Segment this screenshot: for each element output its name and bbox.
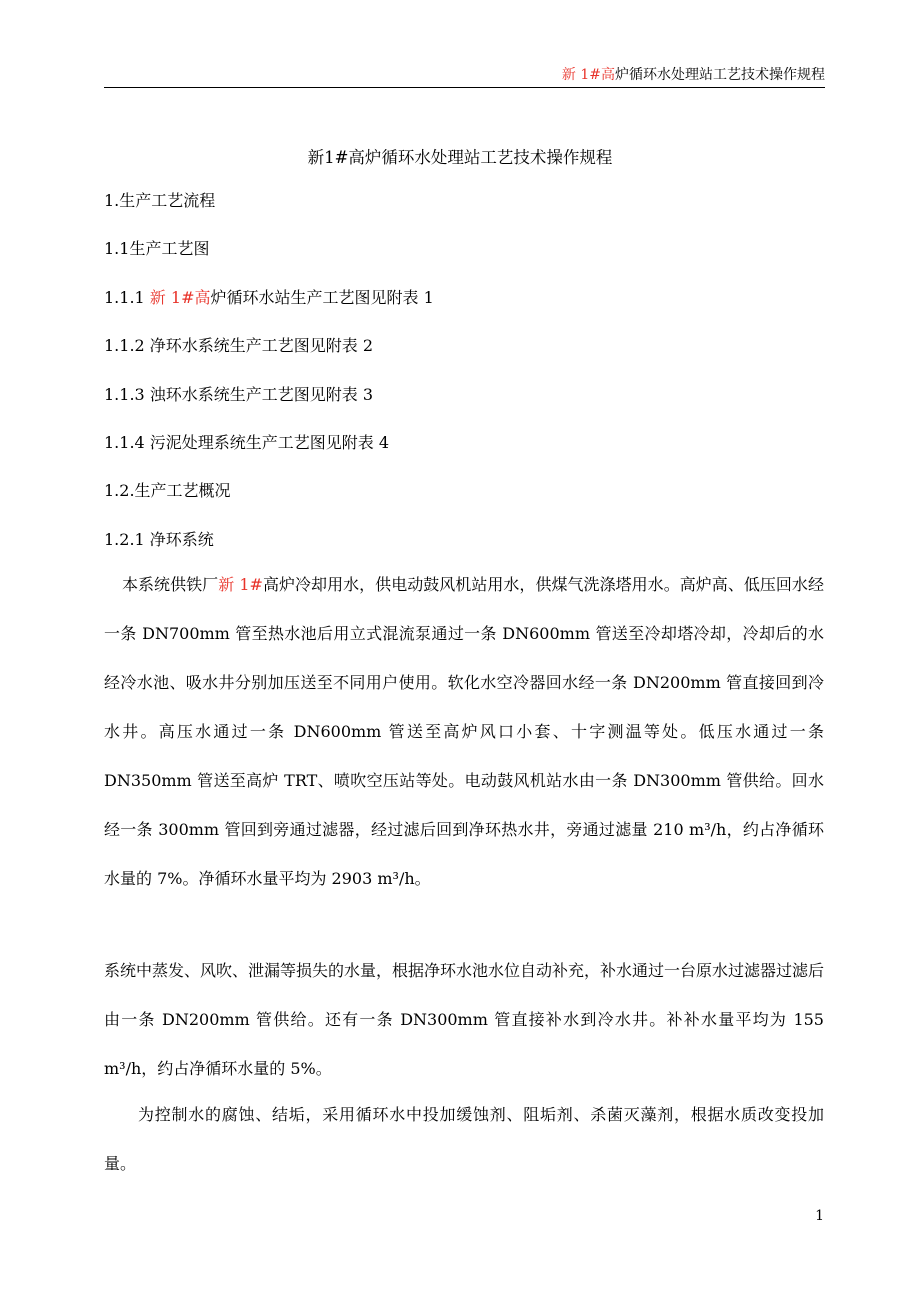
paragraph-net-system [104, 560, 824, 903]
heading-1-1-1 [104, 285, 434, 308]
heading-1-2: 1.2.生产工艺概况 [104, 481, 231, 500]
paragraph-1-pre: 本系统供铁厂 [122, 575, 219, 594]
heading-1-1-2: 1.1.2 净环水系统生产工艺图见附表 2 [104, 336, 374, 355]
header-rule [104, 87, 825, 88]
paragraph-corrosion-control: 为控制水的腐蚀、结垢，采用循环水中投加缓蚀剂、阻垢剂、杀菌灭藻剂，根据水质改变投加量。 [104, 1105, 824, 1173]
heading-1-2-1: 1.2.1 净环系统 [104, 530, 214, 549]
heading-1-1-1-text: 炉循环水站生产工艺图见附表 1 [210, 288, 434, 307]
document-title: 新1#高炉循环水处理站工艺技术操作规程 [307, 148, 613, 167]
heading-1: 1.生产工艺流程 [104, 191, 216, 210]
page-number: 1 [815, 1208, 824, 1224]
header-text: 炉循环水处理站工艺技术操作规程 [615, 67, 825, 83]
paragraph-1-post: 高炉冷却用水，供电动鼓风机站用水，供煤气洗涤塔用水。高炉高、低压回水经一条 DN700mm 管至热水池后用立式混流泵通过一条 DN600mm 管送至冷却塔冷却，冷却后的水经冷水池、吸水井分别加压送至不同用户使用。软化水空冷器回水经一条 DN200mm 管直接回到冷水井。高压水通过一条 DN600mm 管送至高炉风口小套、十字测温等处。低压水通过一条 DN350mm 管送至高炉 TRT、喷吹空压站等处。电动鼓风机站水由一条 DN300mm 管供给。回水经一条 300mm 管回到旁通过滤器，经过滤后回到净环热水井，旁通过滤量 210 m³/h，约占净循环水量的 7%。净循环水量平均为 2903 m³/h。 [104, 575, 824, 888]
paragraph-1-red: 新 1# [218, 575, 263, 594]
heading-1-1-1-red: 新 1#高 [149, 288, 211, 307]
heading-1-1-3: 1.1.3 浊环水系统生产工艺图见附表 3 [104, 385, 374, 404]
running-header [562, 66, 825, 84]
paragraph-makeup-water: 系统中蒸发、风吹、泄漏等损失的水量，根据净环水池水位自动补充，补水通过一台原水过滤器过滤后由一条 DN200mm 管供给。还有一条 DN300mm 管直接补水到冷水井。补补水量平均为 155 m³/h，约占净循环水量的 5%。 [104, 961, 825, 1078]
heading-1-1: 1.1生产工艺图 [104, 239, 210, 258]
header-red-text: 新 1#高 [561, 67, 615, 83]
heading-1-1-1-num: 1.1.1 [104, 288, 150, 307]
heading-1-1-4: 1.1.4 污泥处理系统生产工艺图见附表 4 [104, 433, 390, 452]
